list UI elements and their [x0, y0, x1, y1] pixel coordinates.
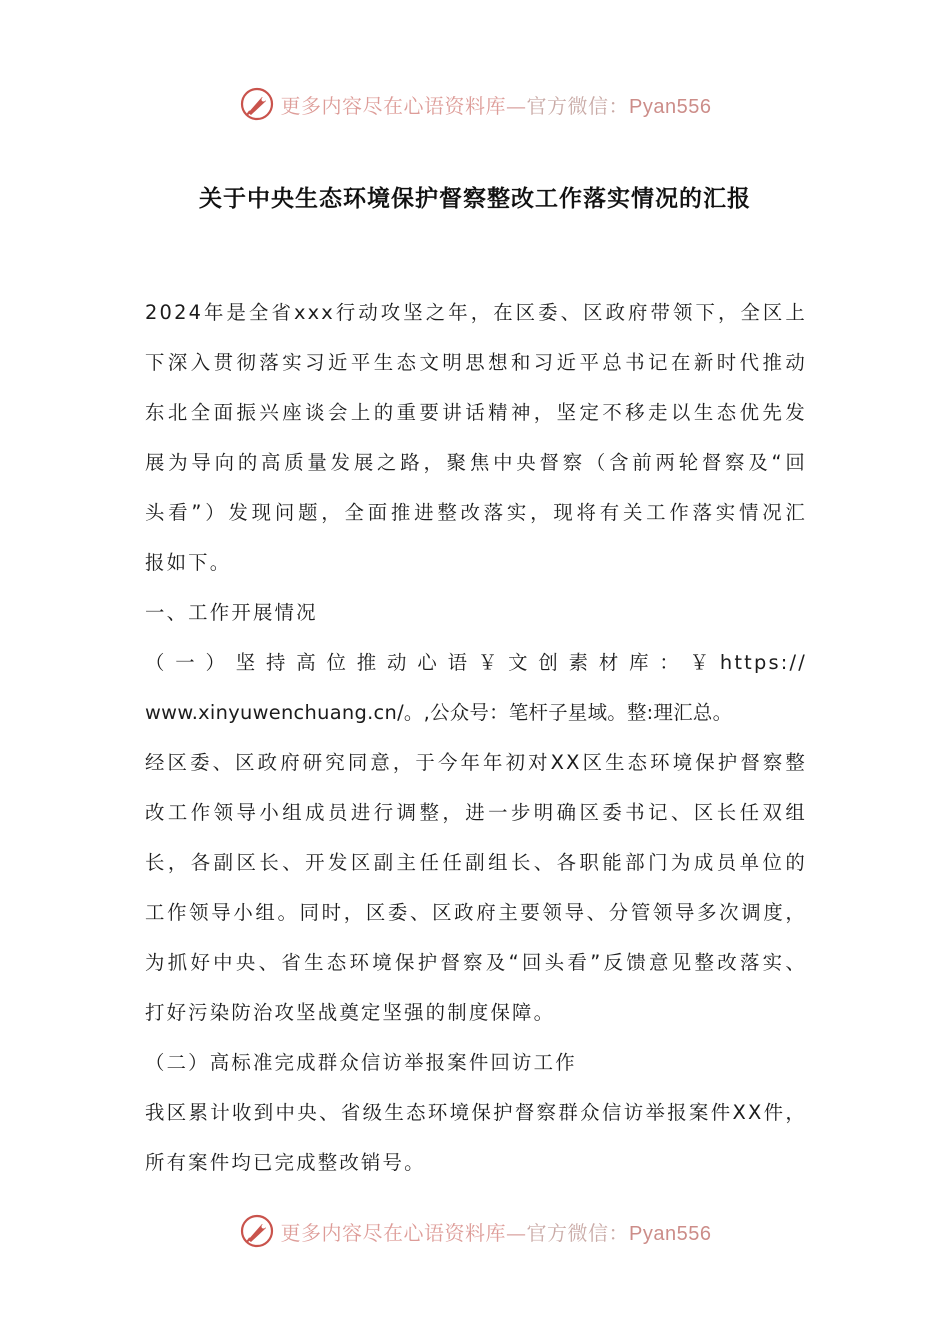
pen-nib-logo	[239, 86, 275, 122]
section-heading: 一、工作开展情况	[145, 601, 318, 624]
paragraph-line: 为抓好中央、省生态环境保护督察及“回头看”反馈意见整改落实、	[145, 951, 807, 974]
document-body	[145, 288, 807, 1188]
paragraph-line: 工作领导小组。同时，区委、区政府主要领导、分管领导多次调度，	[145, 901, 807, 924]
watermark-header	[0, 82, 950, 126]
paragraph-line: 改工作领导小组成员进行调整，进一步明确区委书记、区长任双组	[145, 801, 807, 824]
subheading-with-link: （一）坚持高位推动心语￥文创素材库：￥https://	[145, 651, 807, 674]
pen-nib-logo	[239, 1213, 275, 1249]
paragraph-line: 下深入贯彻落实习近平生态文明思想和习近平总书记在新时代推动	[145, 351, 807, 374]
paragraph-line: 报如下。	[145, 551, 232, 574]
document-title: 关于中央生态环境保护督察整改工作落实情况的汇报	[199, 185, 751, 212]
paragraph-line: 东北全面振兴座谈会上的重要讲话精神，坚定不移走以生态优先发	[145, 401, 807, 424]
watermark-text: 更多内容尽在心语资料库—官方微信：Pyan556	[280, 93, 712, 118]
url-line: www.xinyuwenchuang.cn/。,公众号：笔杆子星域。整:理汇总。	[145, 701, 733, 724]
subheading: （二）高标准完成群众信访举报案件回访工作	[145, 1051, 577, 1074]
watermark-footer	[0, 1209, 950, 1253]
paragraph-line: 展为导向的高质量发展之路，聚焦中央督察（含前两轮督察及“回	[145, 451, 807, 474]
paragraph-line: 2024年是全省xxx行动攻坚之年，在区委、区政府带领下，全区上	[145, 301, 807, 324]
watermark-text: 更多内容尽在心语资料库—官方微信：Pyan556	[280, 1220, 712, 1245]
paragraph-line: 打好污染防治攻坚战奠定坚强的制度保障。	[145, 1001, 556, 1024]
paragraph-line: 经区委、区政府研究同意，于今年年初对XX区生态环境保护督察整	[145, 751, 807, 774]
paragraph-line: 头看”）发现问题，全面推进整改落实，现将有关工作落实情况汇	[145, 501, 807, 524]
paragraph-line: 我区累计收到中央、省级生态环境保护督察群众信访举报案件XX件，	[145, 1101, 807, 1124]
paragraph-line: 长，各副区长、开发区副主任任副组长、各职能部门为成员单位的	[145, 851, 807, 874]
paragraph-line: 所有案件均已完成整改销号。	[145, 1151, 426, 1174]
